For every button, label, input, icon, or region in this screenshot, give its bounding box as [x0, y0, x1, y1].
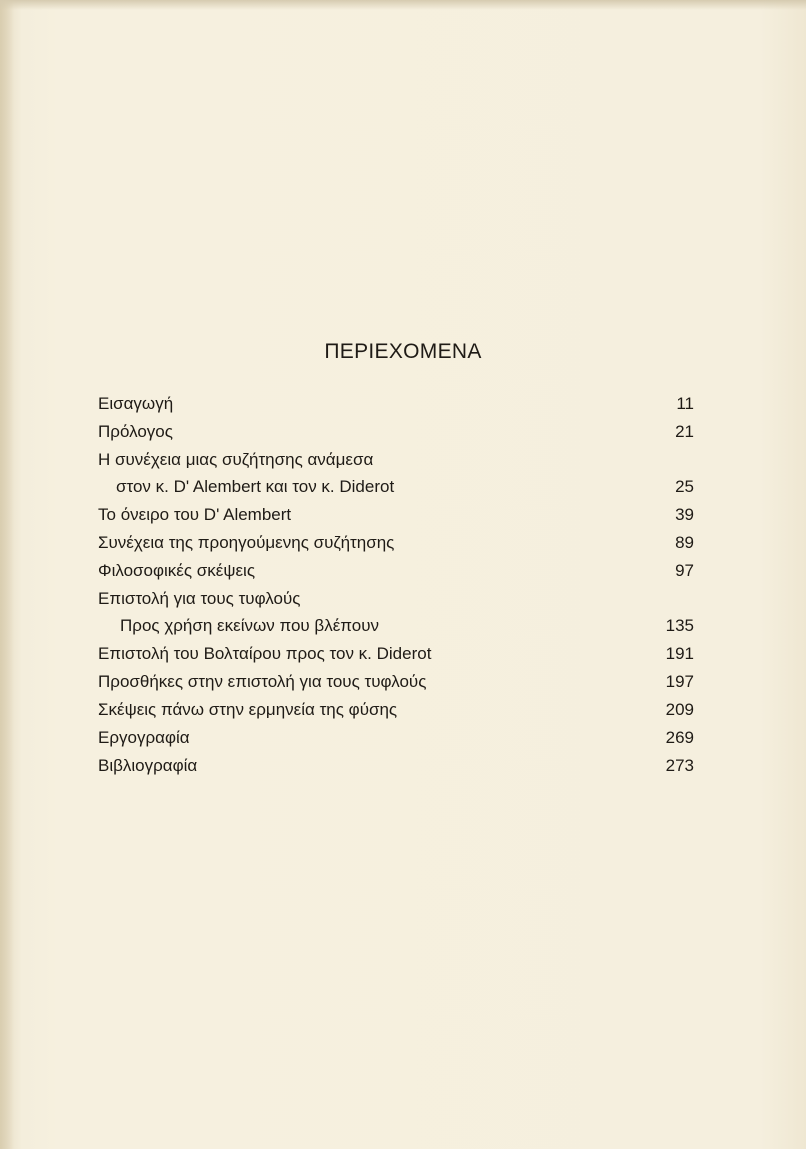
toc-entry-page: 39	[675, 505, 694, 524]
toc-entry-label: Φιλοσοφικές σκέψεις	[98, 561, 256, 580]
toc-entry-label: Πρόλογος	[98, 422, 173, 441]
toc-entry-letter-blind-line1	[98, 585, 694, 612]
toc-entry-letter-blind-line2	[98, 612, 694, 640]
toc-entry-prologue	[98, 418, 694, 446]
toc-entry-bibliography	[98, 752, 694, 780]
toc-entry-label: Σκέψεις πάνω στην ερμηνεία της φύσης	[98, 700, 398, 719]
toc-entry-label: Εργογραφία	[98, 728, 190, 747]
toc-entry-label: στον κ. D' Alembert και τον κ. Diderot	[116, 477, 395, 496]
toc-entry-previous-continuation	[98, 529, 694, 557]
toc-entry-interpretation-nature	[98, 696, 694, 724]
toc-entry-page: 97	[675, 561, 694, 580]
toc-entry-page: 197	[665, 672, 694, 691]
toc-entry-works	[98, 724, 694, 752]
toc-entry-philosophical-thoughts	[98, 557, 694, 585]
top-edge-shadow	[0, 0, 806, 10]
toc-entry-label: Επιστολή για τους τυφλούς	[98, 589, 301, 608]
toc-entry-page: 273	[665, 756, 694, 775]
toc-entry-introduction	[98, 390, 694, 418]
spine-shadow	[0, 0, 14, 1149]
toc-entry-label: Προσθήκες στην επιστολή για τους τυφλούς	[98, 672, 427, 691]
toc-entry-label: Συνέχεια της προηγούμενης συζήτησης	[98, 533, 395, 552]
toc-entry-additions	[98, 668, 694, 696]
toc-entry-page: 21	[675, 422, 694, 441]
toc-entry-label: Εισαγωγή	[98, 394, 174, 413]
toc-entry-page: 191	[665, 644, 694, 663]
toc-entry-label: Το όνειρο του D' Alembert	[98, 505, 292, 524]
toc-entry-page: 25	[675, 477, 694, 496]
page-title: ΠΕΡΙΕΧΟΜΕΝΑ	[324, 340, 482, 363]
toc-entry-continuation-line1	[98, 446, 694, 473]
toc-entry-voltaire-letter	[98, 640, 694, 668]
toc-entry-page: 89	[675, 533, 694, 552]
toc-entry-page: 135	[665, 616, 694, 635]
toc-entry-label: Προς χρήση εκείνων που βλέπουν	[120, 616, 380, 635]
toc-entry-dalembert-dream	[98, 501, 694, 529]
table-of-contents	[98, 390, 694, 780]
toc-entry-page: 209	[665, 700, 694, 719]
toc-entry-page: 11	[676, 394, 694, 413]
toc-entry-label: Βιβλιογραφία	[98, 756, 198, 775]
toc-entry-label: Επιστολή του Βολταίρου προς τον κ. Diderot	[98, 644, 432, 663]
toc-entry-page: 269	[665, 728, 694, 747]
toc-entry-continuation-line2	[98, 473, 694, 501]
toc-entry-label: Η συνέχεια μιας συζήτησης ανάμεσα	[98, 450, 374, 469]
